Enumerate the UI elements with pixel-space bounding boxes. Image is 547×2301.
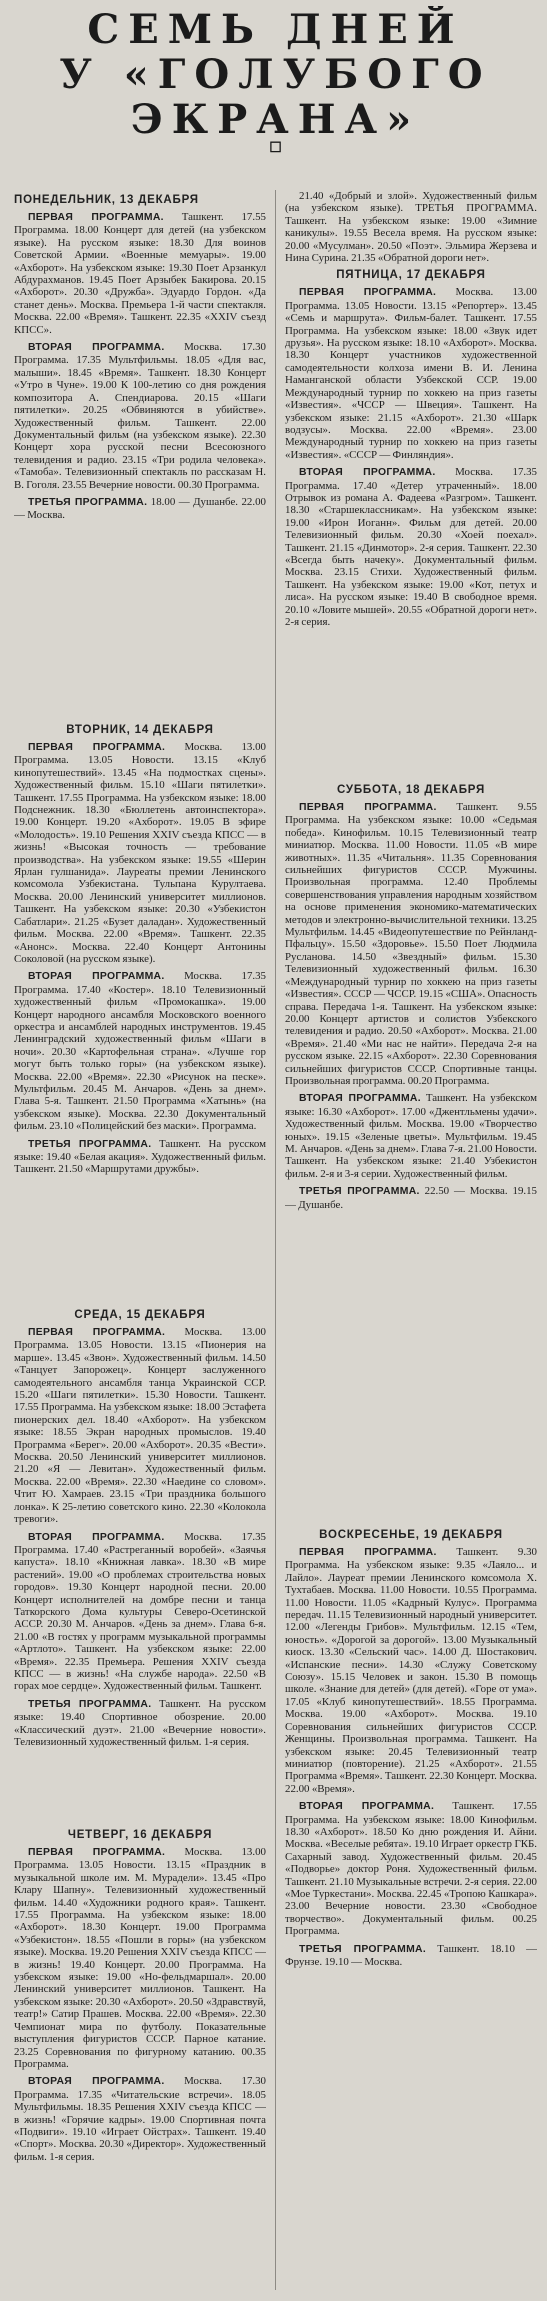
day-title-thursday: ЧЕТВЕРГ, 16 ДЕКАБРЯ	[67, 1829, 213, 1841]
left-column	[14, 190, 266, 2290]
program-first-friday	[285, 286, 537, 461]
program-first-monday	[14, 211, 266, 336]
channel-label: ВТОРАЯ ПРОГРАММА.	[28, 2076, 165, 2088]
day-tuesday	[14, 720, 266, 1305]
program-text: Москва. 17.30 Программа. 17.35 «Читательские встречи». 18.05 Мультфильмы. 18.35 Решения XXIV съезда КПСС — в жизнь! «Горячие кадры». 19.00 Спортивная почта «Подвиги». 19.10 «Играет Ойстрах». Ташкент. 19.40 «Спорт». Москва. 20.30 «Директор». Художественный фильм. 1-я серия.	[14, 2075, 266, 2163]
program-first-saturday	[285, 801, 537, 1087]
day-wednesday	[14, 1305, 266, 1825]
channel-label: ПЕРВАЯ ПРОГРАММА.	[299, 1547, 437, 1558]
channel-label: ТРЕТЬЯ ПРОГРАММА.	[28, 1138, 152, 1150]
headline-line-1: СЕМЬ ДНЕЙ	[87, 6, 464, 53]
day-saturday	[285, 780, 537, 1525]
program-text: Москва. 13.00 Программа. 13.05 Новости. 13.15 «Репортер». 13.45 «Семь и маршрута». Фильм-балет. Ташкент. 17.55 Программа. На узбекском языке: 18.00 «Звук идет друзья». На русском языке: 18.10 «Ахборот». Москва. 18.30 Концерт участников художественной самодеятельности колхоза имени В. И. Ленина Наманганской области Узбекской ССР. 19.00 Международный турнир по хоккею на приз газеты «Известия». «ЧССР — Швеция». Ташкент. На узбекском языке: 21.15 «Ахборот». 21.30 «Шарк водзусы». Москва. 22.00 «Время». 23.00 Международный турнир по хоккею на приз газеты «Известия». «СССР — Финляндия».	[285, 286, 537, 461]
channel-label: ПЕРВАЯ ПРОГРАММА.	[28, 1327, 166, 1338]
channel-label: ВТОРАЯ ПРОГРАММА.	[28, 342, 165, 354]
day-monday	[14, 190, 266, 720]
program-text: Москва. 13.00 Программа. 13.05 Новости. 13.15 «Праздник в музыкальной школе им. М. Мурадели». 13.45 «Про Клару Шапну». Телевизионный художественный фильм. 14.40 «Художники родного края». Ташкент. 17.55 Программа. На узбекском языке: 18.00 «Ахборот». 18.30 Концерт. 19.00 Программа «Узбекистон». 18.55 «Пошли в горы» (на узбекском языке). Москва. 19.20 Решения XXIV съезда КПСС — в жизнь! 19.40 Концерт. 20.00 Программа. На узбекском языке: 19.00 «Но-фельдмаршал». 20.00 Ленинский университет миллионов. Ташкент. На узбекском языке: 20.30 «Ахборот». 20.50 «Здравствуй, театр!» Сатир Прашев. Москва. 22.00 «Время». 22.30 Чемпионат мира по футболу. Показательные выступления фигуристов СССР. Парное катание. 23.25 Соревнования по фигурному катанию. 00.35 Программа.	[14, 1846, 266, 2070]
channel-label: ПЕРВАЯ ПРОГРАММА.	[28, 742, 166, 753]
program-second-tuesday	[14, 970, 266, 1132]
day-sunday	[285, 1525, 537, 2285]
day-title-tuesday: ВТОРНИК, 14 ДЕКАБРЯ	[66, 724, 214, 736]
channel-label: ТРЕТЬЯ ПРОГРАММА.	[28, 1698, 152, 1710]
channel-label: ПЕРВАЯ ПРОГРАММА.	[28, 1847, 166, 1858]
channel-label: ТРЕТЬЯ ПРОГРАММА.	[299, 1943, 427, 1955]
channel-label: ПЕРВАЯ ПРОГРАММА.	[299, 287, 437, 299]
channel-label: ВТОРАЯ ПРОГРАММА.	[299, 1093, 421, 1105]
day-title-wednesday: СРЕДА, 15 ДЕКАБРЯ	[74, 1309, 206, 1321]
channel-label: ВТОРАЯ ПРОГРАММА.	[299, 467, 436, 479]
channel-label: ВТОРАЯ ПРОГРАММА.	[299, 1801, 435, 1813]
program-third-sunday	[285, 1943, 537, 1969]
program-first-wednesday	[14, 1326, 266, 1526]
program-second-sunday	[285, 1800, 537, 1937]
program-text: Москва. 17.35 Программа. 17.40 «Костер». 18.10 Телевизионный художественный фильм «Промокашка». 19.00 Концерт народного ансамбля Московского военного оркестра и ансамблей народных инструментов. 19.45 Ленинградский художественный фильм «Шаги в ночи». 20.30 «Картофельная страна». «Лучше гор могут быть только горы» (на узбекском языке). Москва. 22.00 «Время». 22.30 «Рисунок на песке». Мультфильм. 20.45 М. Анчаров. «День за днем». Глава 5-я. Ташкент. 21.50 Программа «Хатынь» (на узбекском языке). Москва. 22.30 Документальный фильм. 23.10 «Полицейский без маски». Программа.	[14, 970, 266, 1133]
program-text: Москва. 17.35 Программа. 17.40 «Детер утраченный». 18.00 Отрывок из романа А. Фадеева «Разгром». Ташкент. 18.30 «Старшеклассникам». На узбекском языке: 19.00 «Ирон Иоганн». Фильм для детей. 20.00 Телевизионный фильм. 20.30 «Хоей поехал». Ташкент. 21.15 «Динмотор». 2-я серия. Ташкент. 22.30 «Всегда быть начеку». Документальный фильм. Москва. 23.15 Стихи. Художественный фильм. Ташкент. На узбекском языке: 19.00 «Кот, петух и лиса». На русском языке: 19.40 В свободное время. 20.10 «Ловите мышей». 20.55 «Обратной дороги нет». 2-я серия.	[285, 466, 537, 628]
program-text: Москва. 13.00 Программа. 13.05 Новости. 13.15 «Пионерия на марше». 13.45 «Звон». Художественный фильм. 14.50 «Танцует Запорожец». Концерт заслуженного самодеятельного ансамбля танца Украинской ССР. 15.20 «Шаги пятилетки». 15.30 Новости. Ташкент. 17.55 Программа. На узбекском языке: 18.00 Эстафета пионерских дел. 18.40 «Ахборот». На узбекском языке: 18.55 Экран народных промыслов. 19.40 Программа «Берег». 20.00 «Ахборот». 20.35 «Вести». Москва. 20.50 Ленинский университет миллионов. 21.20 «Я — Левитан». Художественный фильм. Москва. 22.00 «Время». 22.30 «Наедине со словом». Чтит Ю. Хамраев. 23.15 «Три праздника большого лонка». К 25-летию советского кино. 22.30 «Колокола тревоги».	[14, 1326, 266, 1526]
schedule-columns	[14, 190, 537, 2290]
channel-label: ТРЕТЬЯ ПРОГРАММА.	[299, 1186, 420, 1198]
day-title-monday: ПОНЕДЕЛЬНИК, 13 ДЕКАБРЯ	[14, 194, 199, 206]
channel-label: ПЕРВАЯ ПРОГРАММА.	[299, 802, 437, 813]
program-third-wednesday	[14, 1698, 266, 1749]
program-second-wednesday	[14, 1531, 266, 1693]
program-text: Ташкент. 17.55 Программа. На узбекском языке: 18.00 Кинофильм. 18.30 «Ахборот». 18.50 Ко дню рождения И. Айни. Москва. «Веселые ребята». 19.10 Играет оркестр ГКБ. Сахарный завод. Художественный фильм. 20.45 «Подворье» доктор Роня. Художественный фильм. Ташкент. 21.10 Музыкальные встречи. 2-я серия. 22.00 «Мое Туркестани». Москва. 22.45 «Тропою Кашкара». 23.00 Вечерние новости. 23.30 «Свободное творчество». Документальный фильм. 00.25 Программа.	[285, 1800, 537, 1938]
program-text: Ташкент. На узбекском языке: 16.30 «Ахборот». 17.00 «Джентльмены удачи». Художественный фильм. Москва. 19.00 «Творчество юных». 19.15 «Зеленые цветы». Мультфильм. 19.45 М. Анчаров. «День за днем». Глава 7-я. 21.00 Новости. Ташкент. На узбекском языке: 21.40 Узбекистон фильм. 2-я и 3-я серии. Художественный фильм.	[285, 1092, 537, 1180]
right-column	[285, 190, 537, 2290]
program-text: Ташкент. На русском языке: 19.40 Спортивное обозрение. 20.00 «Классический дуэт». 21.00 «Вечерние новости». Телевизионный художественный фильм. 1-я серия.	[14, 1697, 266, 1748]
headline-line-2: У «ГОЛУБОГО	[59, 51, 492, 98]
program-text: Москва. 17.35 Программа. 17.40 «Растреганный воробей». «Заячья капуста». 18.10 «Книжная лавка». 18.30 «В мире растений». 19.00 «О проблемах строительства новых городов». 19.30 Концерт народной песни. 20.00 Концерт исполнителей на домбре песни и танца Таткорского Дома культуры Северо-Осетинской АССР. 20.30 М. Анчаров. «День за днем». Глава 6-я. 21.00 «В гостях у программ музыкальной программы «Артлото». Ташкент. На узбекском языке: 22.00 «Время». 22.35 Премьера. Решения XXIV съезда КПСС — в жизнь! «На службе народа». 22.50 «В горах мое сердце». Художественный фильм. Ташкент.	[14, 1530, 266, 1693]
program-text: Ташкент. 9.55 Программа. На узбекском языке: 10.00 «Седьмая победа». Кинофильм. 10.15 Телевизионный театр миниатюр. Москва. 11.00 Новости. 11.05 «В мире животных». 11.35 «Читальня». 11.35 Соревнования сильнейших фигуристов СССР. Мужчины. Произвольная программа. 12.40 Проблемы совершенствования управления народным хозяйством на основе применения экономико-математических методов и электронно-вычислительной техники. 13.25 Мультфильм. 14.45 «Видеопутешествие по Рейнланд-Пфальцу». 15.50 «Здоровье». 15.50 Поет Людмила Русланова. 14.50 «Звездный» фильм. 15.30 Телевизионный художественный фильм. 16.30 «Международный турнир по хоккею на приз газеты «Известия». СССР — ЧССР. 19.15 «США». Опасность справа. Передача 1-я. Ташкент. На узбекском языке: 20.00 Концерт артистов и солистов Узбекского телевидения и радио. 20.50 «Ахборот». Москва. 21.00 «Время». 21.40 «Ми нас не найти». Передача 2-я на русском языке. 22.15 «Ахборот». 22.30 Соревнования сильнейших фигуристов СССР. Спортивные танцы. Произвольная программа. 00.20 Программа.	[285, 801, 537, 1087]
channel-label: ВТОРАЯ ПРОГРАММА.	[28, 971, 165, 983]
program-second-saturday	[285, 1092, 537, 1180]
headline-line-3: ЭКРАНА»	[130, 96, 421, 143]
day-title-friday: ПЯТНИЦА, 17 ДЕКАБРЯ	[336, 269, 486, 282]
channel-label: ТРЕТЬЯ ПРОГРАММА.	[28, 496, 148, 508]
column-divider	[275, 190, 276, 2290]
headline	[14, 6, 537, 186]
program-text: Москва. 17.30 Программа. 17.35 Мультфильмы. 18.05 «Для вас, малыши». 18.45 «Время». Ташкент. 18.30 Концерт «Утро в Чуне». 19.00 К 100-летию со дня рождения композитора А. Спендиарова. 20.15 «Шаги пятилетки». 20.25 «Обвиняются в убийстве». Художественный фильм. Ташкент. 22.00 Документальный фильм (на узбекском языке). 22.30 Концерт хора русской песни Всесоюзного телевидения и радио. 23.15 «Три родила человека». «Тамоба». Телевизионный спектакль по рассказам Н. В. Гоголя. 23.55 Вечерние новости. 00.30 Программа.	[14, 341, 266, 491]
program-first-thursday	[14, 1846, 266, 2070]
day-thursday	[14, 1825, 266, 2285]
program-text: Москва. 13.00 Программа. 13.05 Новости. 13.15 «Клуб кинопутешествий». 13.45 «На подмостках сцены». Художественный фильм. 15.10 «Шаги пятилетки». Ташкент. 17.55 Программа. На узбекском языке: 18.00 Подснежник. 18.30 «Бюллетень автоинспектора». 19.00 Концерт. 19.20 «Ахборот». 19.05 В эфире «Молодость». 19.10 Решения XXIV съезда КПСС — в жизнь! «Высокая точность — требование производства». На узбекском языке: 19.55 «Шерин Ярлан гулшанида». Лауреаты премии Ленинского комсомола Узбекистана. Тульпана Курултаева. Москва. 20.00 Ленинский университет миллионов. Ташкент. На узбекском языке: 20.30 «Узбекистон Сабатлари». 21.25 «Бузет даладан». Художественный фильм. Москва. 22.00 «Время». Ташкент. 22.35 «Анонс». Москва. 22.40 Концерт Антонины Соколовой (на русском языке).	[14, 741, 266, 965]
program-third-tuesday	[14, 1138, 266, 1176]
program-second-monday	[14, 341, 266, 491]
program-text: 18.00 — Душанбе. 22.00 — Москва.	[14, 495, 266, 522]
program-text: Ташкент. 18.10 — Фрунзе. 19.10 — Москва.	[285, 1942, 537, 1968]
program-third-saturday	[285, 1185, 537, 1211]
program-first-tuesday	[14, 741, 266, 965]
program-text: Ташкент. 9.30 Программа. На узбекском языке: 9.35 «Лаяло... и Лайло». Лауреат премии Ленинского комсомола Х. Тухтабаев. Москва. 11.00 Новости. 10.55 Программа. 11.00 Новости. 11.05 «Кадрный Кулус». Программа передач. 11.15 Телевизионный народный университет. 12.00 «Легенды Грибов». Мультфильм. 12.15 «Тем, юность». «Дорогой за дорогой». 13.00 Музыкальный киоск. 13.30 «Сельский час». 14.00 Д. Шостакович. «Испанские песни». 14.30 «Служу Советскому Союзу». 15.15 Человек и закон. 15.30 В помощь школе. «Знание для детей» (для детей). «Горе от ума». 17.05 «Клуб кинопутешествий». 18.55 Программа. Москва. 19.00 «Ахборот». Москва. 19.10 Соревнования сильнейших фигуристов СССР. Женщины. Произвольная программа. Ташкент. На узбекском языке: 20.45 Телевизионный театр миниатюр (повторение). 21.25 «Ахборот». 21.55 Программа «Время». Ташкент. 22.30 Концерт. Москва. 22.00 «Время».	[285, 1546, 537, 1795]
day-title-sunday: ВОСКРЕСЕНЬЕ, 19 ДЕКАБРЯ	[319, 1529, 503, 1541]
day-title-saturday: СУББОТА, 18 ДЕКАБРЯ	[336, 784, 486, 796]
program-first-sunday	[285, 1546, 537, 1795]
program-second-friday	[285, 466, 537, 628]
channel-label: ВТОРАЯ ПРОГРАММА.	[28, 1531, 165, 1543]
headline-line-4: ☐	[269, 140, 282, 156]
program-text: Ташкент. На русском языке: 19.40 «Белая акация». Художественный фильм. Ташкент. 21.50 «Маршрутами дружбы».	[14, 1137, 266, 1176]
channel-label: ПЕРВАЯ ПРОГРАММА.	[28, 212, 164, 223]
program-third-monday	[14, 496, 266, 522]
thursday-continuation: 21.40 «Добрый и злой». Художественный фильм (на узбекском языке). ТРЕТЬЯ ПРОГРАММА. Ташкент. На узбекском языке: 19.00 «Зимние каникулы». 19.55 Весела время. На русском языке: 20.00 «Мусулман». 20.50 «Поэт». Эльмира Жерзева и Нина Сурина. 21.35 «Обратной дороги нет».	[285, 190, 537, 265]
day-friday	[285, 190, 537, 780]
program-text: Ташкент. 17.55 Программа. 18.00 Концерт для детей (на узбекском языке). На русском языке: 18.30 Для воинов Советской Армии. «Военные мемуары». 19.00 «Ахборот». На узбекском языке: 19.30 Поет Арзанкул Абдурахманов. 19.45 Поет Арзыбек Бакирова. 20.15 «Ахборот». 20.30 «Дружба». Эдуардо Гордон. «Да станет день». Москва. Премьера 1-й части спектакля. Москва. 22.00 «Время». Ташкент. 22.35 «XXIV съезд КПСС».	[14, 211, 266, 336]
program-text: 22.50 — Москва. 19.15 — Душанбе.	[285, 1185, 537, 1211]
program-second-thursday	[14, 2075, 266, 2163]
